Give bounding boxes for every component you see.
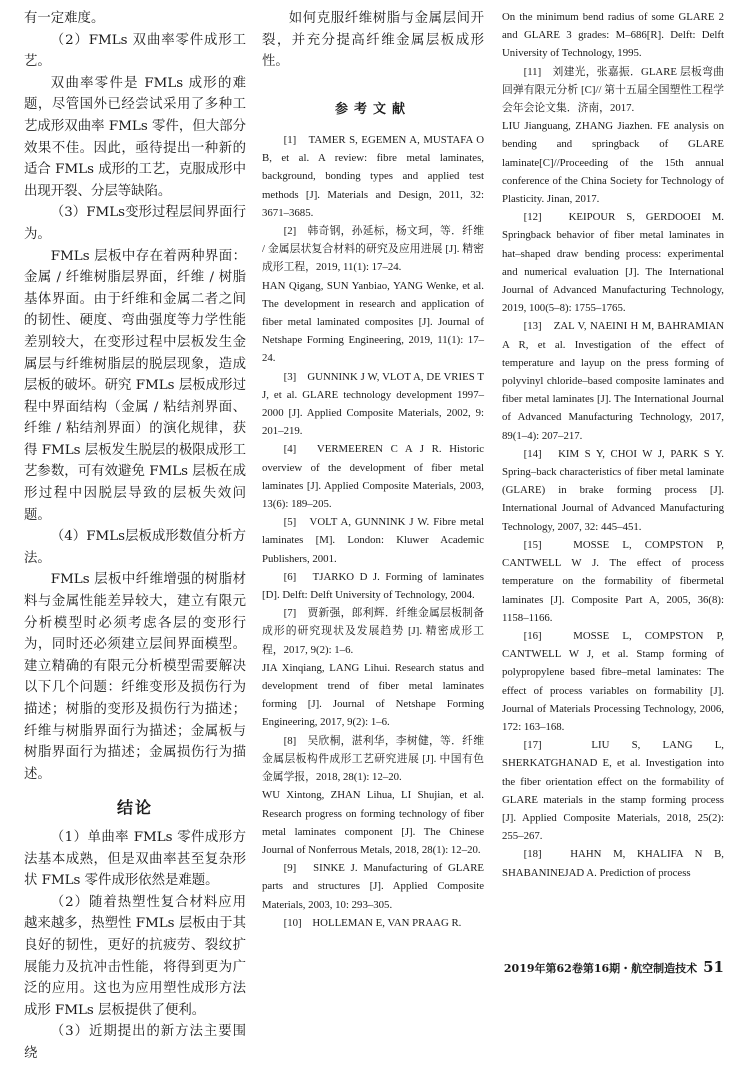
reference-item: [4] VERMEEREN C A J R. Historic overview of the development of fiber metal laminates [J]. Applied Composite Materials, 2003, 13(6): 189–205.: [262, 443, 484, 511]
paragraph: FMLs 层板中存在着两种界面：金属 / 纤维树脂层界面，纤维 / 树脂基体界面。由于纤维和金属二者之间的韧性、硬度、弯曲强度等力学性能差别较大，在变形过程中层板发生金属层与纤维树脂层的脱层现象，造成层板的破坏。研究 FMLs 层板成形过程中界面结构（金属 / 粘结剂界面、纤维 / 粘结剂界面）的演化规律，获得 FMLs 层板发生脱层的极限成形工艺参数，可有效避免 FMLs 层板在成形过程中因脱层导致的层板失效问题。: [24, 248, 246, 523]
reference-item: [2] 韩奇钢，孙延标，杨文珂，等．纤维 / 金属层状复合材料的研究及应用进展 [J]. 精密成形工程，2019, 11(1): 17–24.: [262, 225, 484, 274]
paragraph: 如何克服纤维树脂与金属层间开裂，并充分提高纤维金属层板成形性。: [262, 11, 484, 70]
reference-item: JIA Xinqiang, LANG Lihui. Research status and development trend of fiber metal laminates forming [J]. Journal of Netshape Forming Engineering, 2017, 9(2): 1–6.: [262, 661, 484, 729]
paragraph: FMLs 层板中纤维增强的树脂材料与金属性能差异较大，建立有限元分析模型时必须考虑各层的变形行为，同时还必须建立层间界面模型。建立精确的有限元分析模型需要解决以下几个问题：纤维变形及损伤行为描述；树脂的变形及损伤行为描述；纤维与树脂界面行为描述；金属板与树脂界面行为描述；金属损伤行为描述。: [24, 572, 246, 782]
paragraph: （2）随着热塑性复合材料应用越来越多，热塑性 FMLs 层板由于其良好的韧性，更好的抗疲劳、裂纹扩展能力及抗冲击性能，将得到更为广泛的应用。这也为应用塑性成形方法成形 FMLs 层板提供了便利。: [24, 894, 246, 1018]
subsection-heading: （4）FMLs层板成形数值分析方法。: [24, 529, 246, 566]
body-column-right: [502, 8, 724, 882]
reference-list: [502, 8, 724, 882]
journal-issue: 2019年第62卷第16期・航空制造技术: [503, 962, 698, 975]
reference-item: [15] MOSSE L, COMPSTON P, CANTWELL W J. The effect of process temperature on the formability of fibermetal laminates [J]. Composite Part A, 2005, 36(8): 1158–1166.: [502, 538, 724, 624]
reference-item: [7] 贾新强，郎利辉．纤维金属层板制备成形的研究现状及发展趋势 [J]. 精密成形工程，2017, 9(2): 1–6.: [262, 607, 484, 656]
reference-item: [9] SINKE J. Manufacturing of GLARE parts and structures [J]. Applied Composite Materials, 2003, 10: 293–305.: [262, 862, 484, 911]
reference-item: [16] MOSSE L, COMPSTON P, CANTWELL W J, et al. Stamp forming of polypropylene based fibre–metal laminates: The effect of process variables on formability [J]. Journal of Materials Processing Technology, 2006, 172: 163–168.: [502, 629, 724, 733]
page-footer: [504, 958, 724, 976]
reference-item: [12] KEIPOUR S, GERDOOEI M. Springback behavior of fiber metal laminates in hat–shaped draw bending process: experimental and numerical evaluation [J]. The International Journal of Advanced Manufacturing Technology, 2019, 100(5–8): 1755–1765.: [502, 211, 724, 315]
reference-item: [6] TJARKO D J. Forming of laminates [D]. Delft: Delft University of Technology, 2004.: [262, 570, 484, 602]
body-column-left: [24, 8, 246, 1065]
reference-item: [17] LIU S, LANG L, SHERKATGHANAD E, et al. Investigation into the fiber orientation effect on the formability of GLARE materials in the stamp forming process [J]. Applied Composite Materials, 2018, 25(2): 255–267.: [502, 739, 724, 843]
reference-item: [5] VOLT A, GUNNINK J W. Fibre metal laminates [M]. London: Kluwer Academic Publishers, 2001.: [262, 516, 484, 565]
reference-item: [10] HOLLEMAN E, VAN PRAAG R.: [283, 916, 462, 929]
reference-item: LIU Jianguang, ZHANG Jiazhen. FE analysis on bending and springback of GLARE laminate[C]//Proceeding of the 15th annual conference of the China Society for Technology of Plasticity. Jinan, 2017.: [502, 120, 724, 206]
reference-item: On the minimum bend radius of some GLARE 2 and GLARE 3 grades: M–686[R]. Delft: Delft University of Technology, 1995.: [502, 11, 724, 60]
references-heading: 参考文献: [334, 101, 411, 117]
reference-item: [8] 吴欣桐，湛利华，李树健，等．纤维金属层板构件成形工艺研究进展 [J]. 中国有色金属学报，2018, 28(1): 12–20.: [262, 734, 484, 784]
reference-item: HAN Qigang, SUN Yanbiao, YANG Wenke, et al. The development in research and application of fiber metal laminated composites [J]. Journal of Netshape Forming Engineering, 2019, 11(1): 17–24.: [262, 279, 484, 365]
reference-list: [262, 131, 484, 932]
subsection-heading: （2）FMLs 双曲率零件成形工艺。: [24, 32, 246, 70]
reference-item: [14] KIM S Y, CHOI W J, PARK S Y. Spring–back characteristics of fiber metal laminate (GLARE) in brake forming process [J]. International Journal of Advanced Manufacturing Technology, 2007, 32: 445–451.: [502, 447, 724, 533]
subsection-heading: （3）FMLs变形过程层间界面行为。: [24, 205, 246, 242]
reference-item: WU Xintong, ZHAN Lihua, LI Shujian, et al. Research progress on forming technology of fiber metal laminates component [J]. The Chinese Journal of Nonferrous Metals, 2018, 28(1): 12–20.: [262, 789, 484, 856]
body-column-middle: [262, 8, 484, 932]
paragraph: （3）近期提出的新方法主要围绕: [24, 1024, 246, 1061]
paragraph: （1）单曲率 FMLs 零件成形方法基本成熟，但是双曲率甚至复杂形状 FMLs 零件成形依然是难题。: [24, 829, 246, 889]
reference-item: [1] TAMER S, EGEMEN A, MUSTAFA O B, et al. A review: fibre metal laminates, background, bonding types and applied test methods [J]. Materials and Design, 2011, 32: 3671–3685.: [262, 133, 484, 219]
reference-item: [11] 刘建光，张嘉振．GLARE 层板弯曲回弹有限元分析 [C]// 第十五届全国塑性工程学会年会论文集．济南，2017.: [502, 65, 724, 115]
page-number: 51: [703, 958, 724, 976]
reference-item: [18] HAHN M, KHALIFA N B, SHABANINEJAD A. Prediction of process: [502, 848, 724, 879]
conclusion-heading: 结论: [116, 798, 153, 818]
paragraph: 有一定难度。: [24, 11, 105, 26]
reference-item: [3] GUNNINK J W, VLOT A, DE VRIES T J, et al. GLARE technology development 1997–2000 [J]. Applied Composite Materials, 2002, 9: 201–219.: [262, 370, 484, 438]
reference-item: [13] ZAL V, NAEINI H M, BAHRAMIAN A R, et al. Investigation of the effect of temperature and layup on the press forming of polyvinyl chloride–based composite laminates and fiber metal laminates [J]. The International Journal of Advanced Manufacturing Technology, 2017, 89(1–4): 207–217.: [502, 320, 724, 442]
paragraph: 双曲率零件是 FMLs 成形的难题，尽管国外已经尝试采用了多种工艺成形双曲率 FMLs 零件，但大部分效果不佳。因此，亟待提出一种新的适合 FMLs 成形的工艺，克服成形中出现开裂、分层等缺陷。: [24, 75, 246, 199]
